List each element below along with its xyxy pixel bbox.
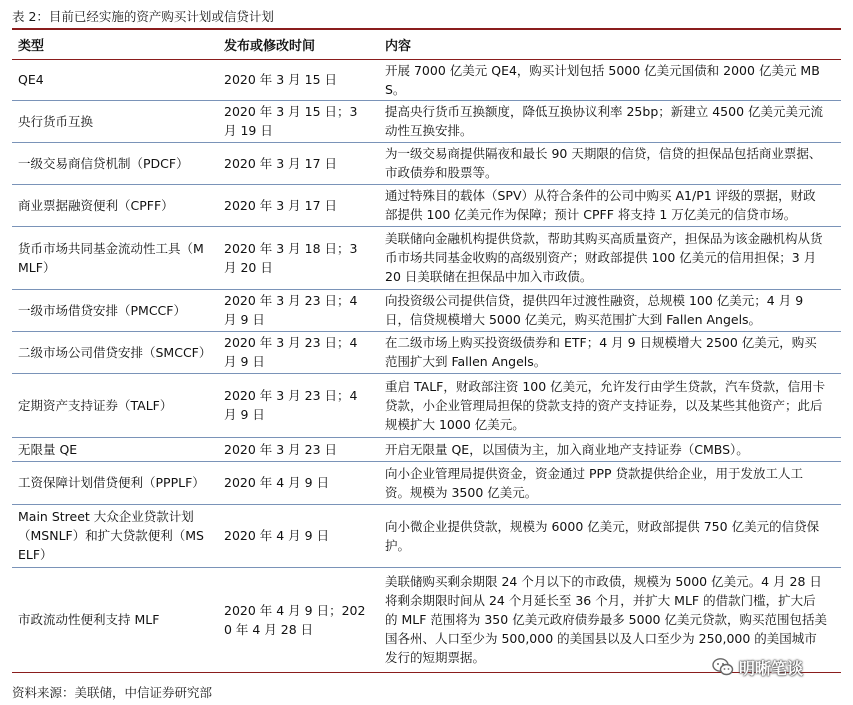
cell-date: 2020 年 3 月 23 日；4 月 9 日 <box>218 331 379 373</box>
wechat-icon <box>712 657 734 677</box>
cell-date: 2020 年 3 月 15 日；3 月 19 日 <box>218 100 379 142</box>
cell-content: 美联储购买剩余期限 24 个月以下的市政债，规模为 5000 亿美元。4 月 28 日将剩余期限时间从 24 个月延长至 36 个月，并扩大 MLF 的借款门槛，扩大后的 MLF 范围将为 350 亿美元政府债券最多 5000 亿美元贷款，购买范围包括美国各州、人口至少为 500,000 的美国县以及人口至少为 250,000 的美国城市发行的短期票据。 <box>379 567 841 672</box>
cell-date: 2020 年 3 月 17 日 <box>218 142 379 184</box>
cell-content: 美联储向金融机构提供贷款，帮助其购买高质量资产，担保品为该金融机构从货币市场共同基金收购的高级别资产；财政部提供 100 亿美元的信用担保；3 月 20 日美联储在担保品中加入市政债。 <box>379 226 841 289</box>
cell-content: 通过特殊目的载体（SPV）从符合条件的公司中购买 A1/P1 评级的票据，财政部提供 100 亿美元作为保障；预计 CPFF 将支持 1 万亿美元的信贷市场。 <box>379 184 841 226</box>
cell-date: 2020 年 3 月 18 日；3 月 20 日 <box>218 226 379 289</box>
cell-content: 向投资级公司提供信贷，提供四年过渡性融资，总规模 100 亿美元；4 月 9 日，信贷规模增大 5000 亿美元，购买范围扩大到 Fallen Angels。 <box>379 289 841 331</box>
asset-purchase-table <box>12 31 841 673</box>
cell-date: 2020 年 4 月 9 日；2020 年 4 月 28 日 <box>218 567 379 672</box>
cell-date: 2020 年 3 月 23 日；4 月 9 日 <box>218 373 379 437</box>
table-row <box>12 461 841 504</box>
table-row <box>12 289 841 331</box>
cell-content: 向小微企业提供贷款，规模为 6000 亿美元，财政部提供 750 亿美元的信贷保护。 <box>379 504 841 567</box>
cell-content: 开启无限量 QE，以国债为主，加入商业地产支持证券（CMBS）。 <box>379 437 841 461</box>
cell-content: 为一级交易商提供隔夜和最长 90 天期限的信贷，信贷的担保品包括商业票据、市政债券和股票等。 <box>379 142 841 184</box>
header-type: 类型 <box>12 31 218 59</box>
cell-type: 货币市场共同基金流动性工具（MMLF） <box>12 226 218 289</box>
table-header-row <box>12 31 841 59</box>
cell-type: 定期资产支持证券（TALF） <box>12 373 218 437</box>
table-row <box>12 59 841 100</box>
cell-content: 提高央行货币互换额度，降低互换协议利率 25bp；新建立 4500 亿美元美元流动性互换安排。 <box>379 100 841 142</box>
cell-date: 2020 年 4 月 9 日 <box>218 504 379 567</box>
cell-date: 2020 年 3 月 23 日 <box>218 437 379 461</box>
cell-content: 重启 TALF，财政部注资 100 亿美元，允许发行由学生贷款，汽车贷款，信用卡贷款，小企业管理局担保的贷款支持的资产支持证券，以及某些其他资产；此后规模扩大 1000 亿美元。 <box>379 373 841 437</box>
table-top-rule <box>12 28 841 30</box>
source-note: 资料来源：美联储，中信证券研究部 <box>12 685 213 700</box>
cell-date: 2020 年 3 月 15 日 <box>218 59 379 100</box>
cell-type: Main Street 大众企业贷款计划（MSNLF）和扩大贷款便利（MSELF） <box>12 504 218 567</box>
table-row <box>12 142 841 184</box>
table-row <box>12 331 841 373</box>
cell-type: 工资保障计划借贷便利（PPPLF） <box>12 461 218 504</box>
cell-type: 央行货币互换 <box>12 100 218 142</box>
cell-content: 在二级市场上购买投资级债券和 ETF；4 月 9 日规模增大 2500 亿美元，购买范围扩大到 Fallen Angels。 <box>379 331 841 373</box>
table-row <box>12 437 841 461</box>
cell-type: 二级市场公司借贷安排（SMCCF） <box>12 331 218 373</box>
cell-type: QE4 <box>12 59 218 100</box>
table-row <box>12 184 841 226</box>
cell-date: 2020 年 3 月 17 日 <box>218 184 379 226</box>
cell-type: 无限量 QE <box>12 437 218 461</box>
header-date: 发布或修改时间 <box>218 31 379 59</box>
header-content: 内容 <box>379 31 841 59</box>
table-row <box>12 100 841 142</box>
table-row <box>12 373 841 437</box>
cell-content: 向小企业管理局提供资金，资金通过 PPP 贷款提供给企业，用于发放工人工资。规模为 3500 亿美元。 <box>379 461 841 504</box>
watermark-text: 明晰笔谈 <box>739 658 804 678</box>
cell-content: 开展 7000 亿美元 QE4，购买计划包括 5000 亿美元国债和 2000 亿美元 MBS。 <box>379 59 841 100</box>
cell-type: 一级市场借贷安排（PMCCF） <box>12 289 218 331</box>
watermark <box>712 655 803 679</box>
cell-type: 商业票据融资便利（CPFF） <box>12 184 218 226</box>
cell-date: 2020 年 3 月 23 日；4 月 9 日 <box>218 289 379 331</box>
cell-type: 一级交易商信贷机制（PDCF） <box>12 142 218 184</box>
table-row <box>12 226 841 289</box>
table-row <box>12 504 841 567</box>
table-caption: 表 2：目前已经实施的资产购买计划或信贷计划 <box>12 9 274 24</box>
cell-type: 市政流动性便利支持 MLF <box>12 567 218 672</box>
cell-date: 2020 年 4 月 9 日 <box>218 461 379 504</box>
